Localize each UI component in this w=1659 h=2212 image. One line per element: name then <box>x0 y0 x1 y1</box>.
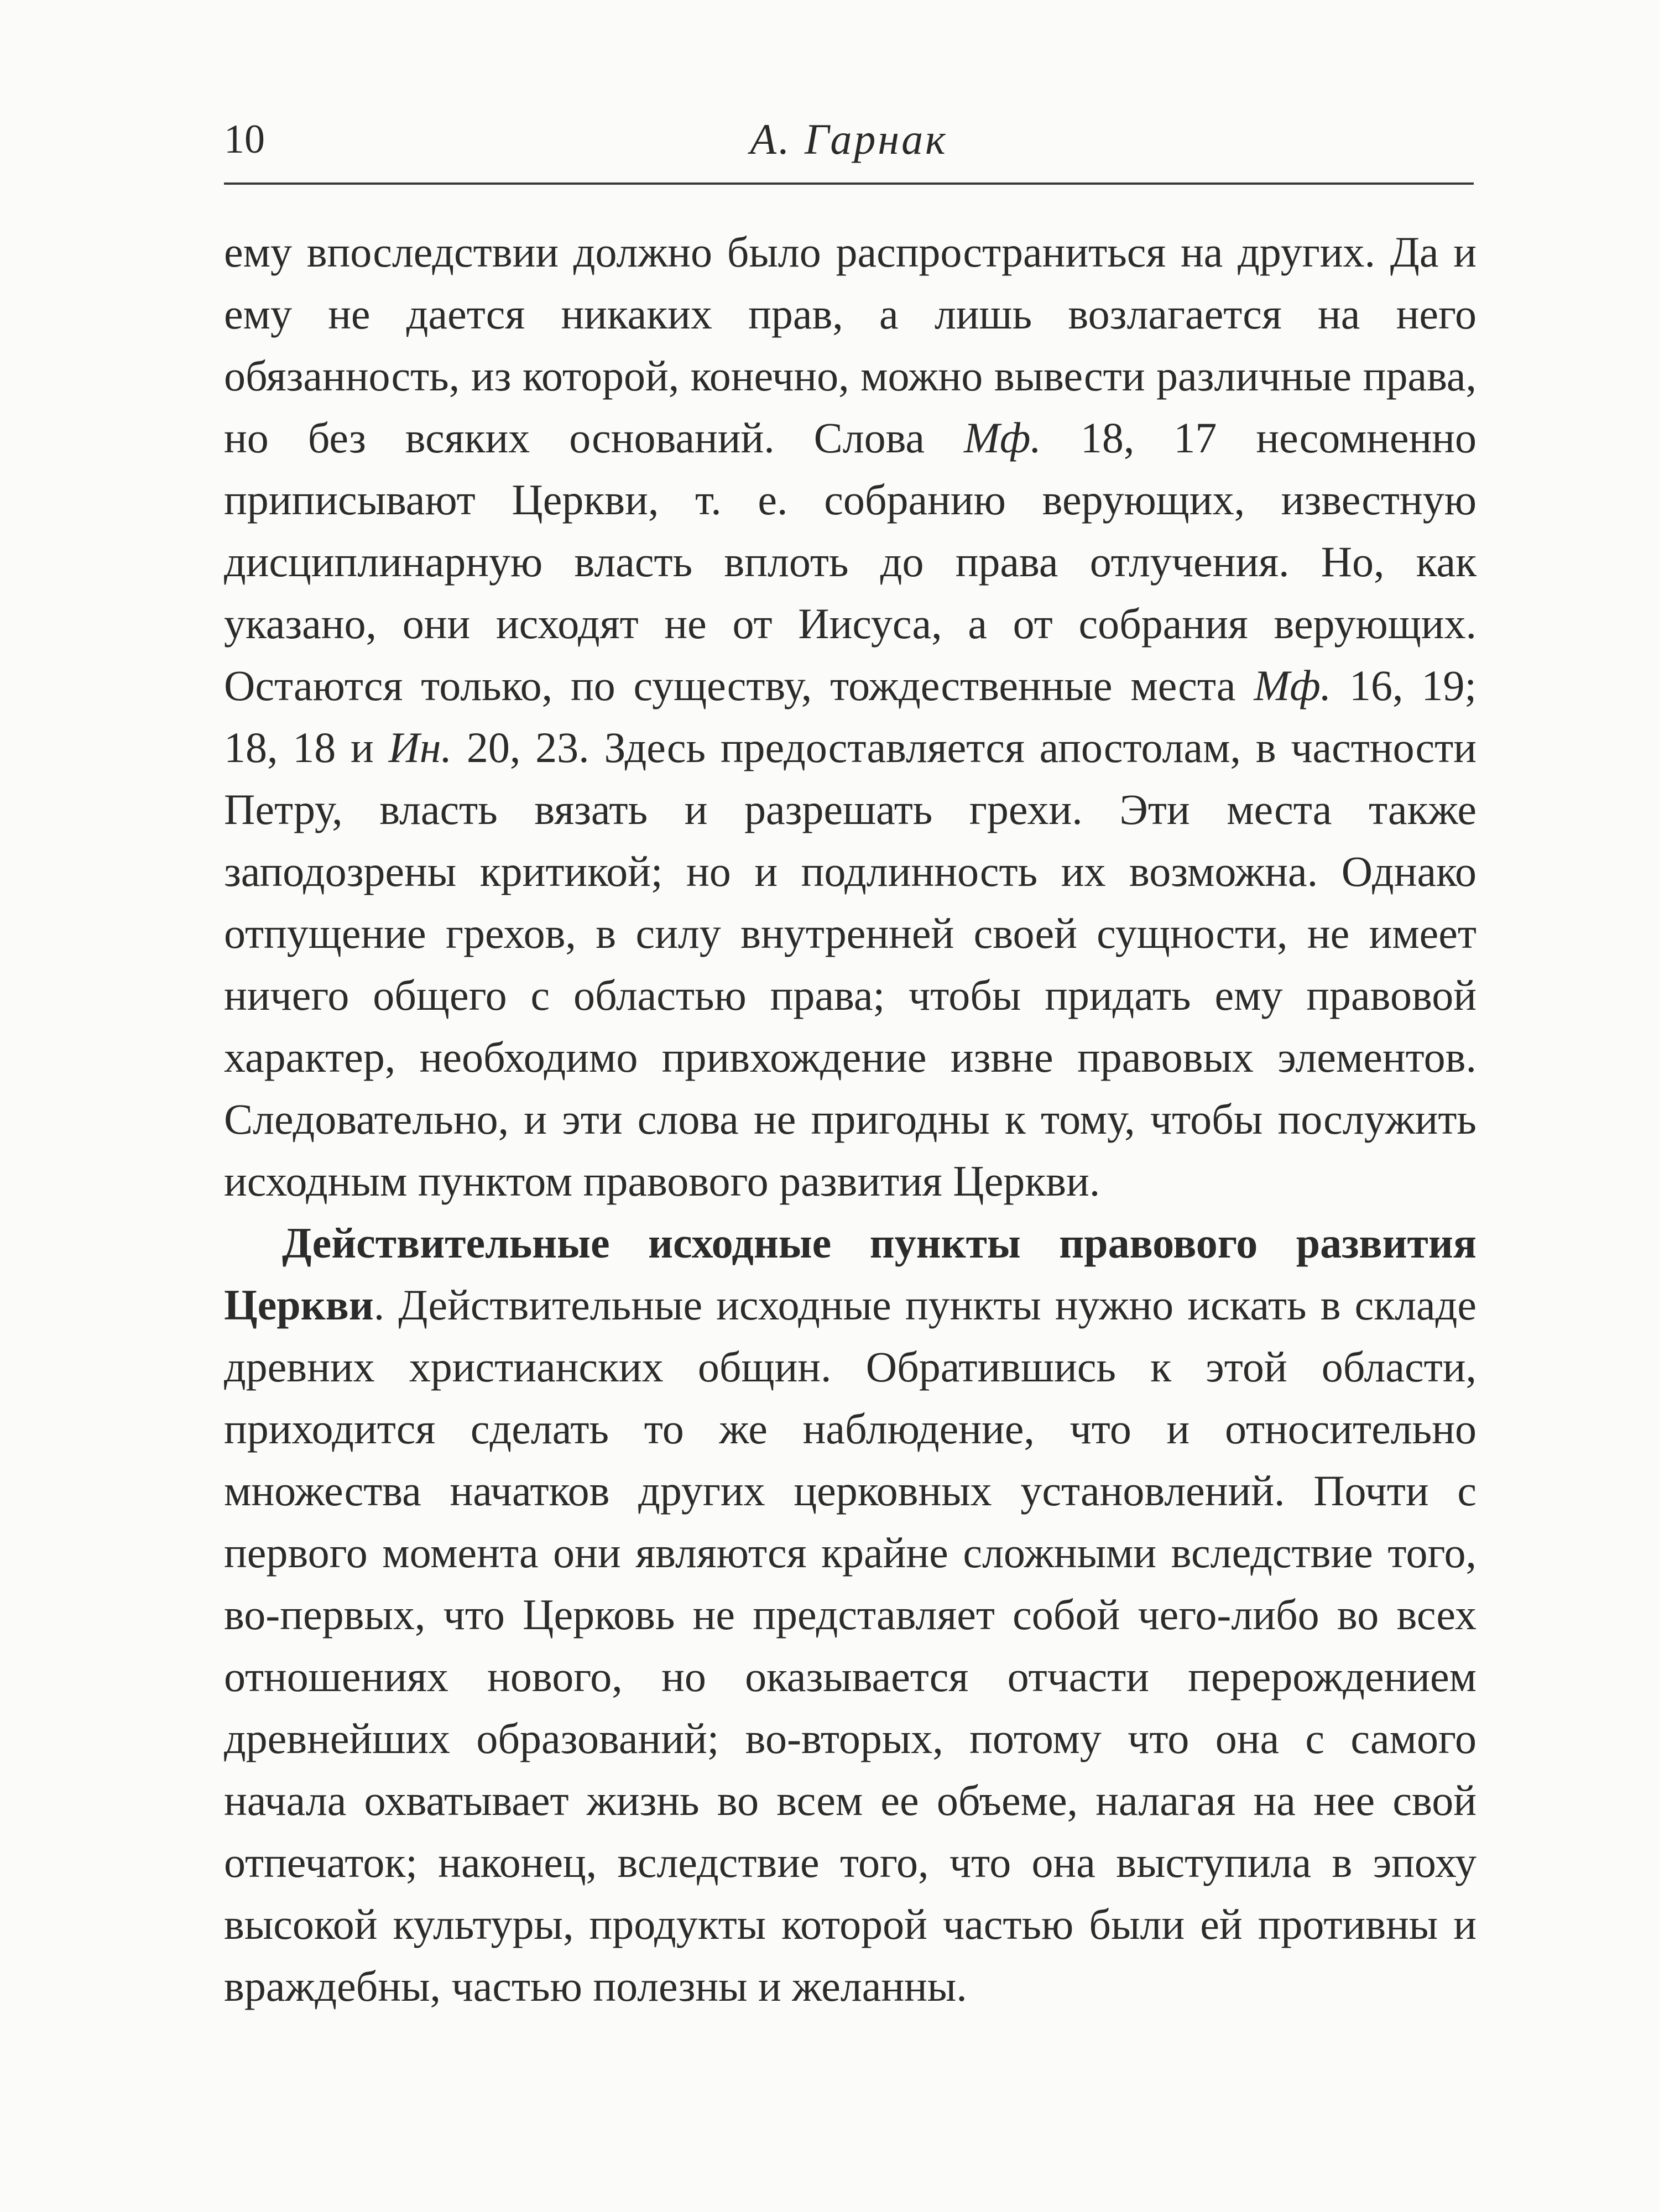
paragraph <box>224 1212 1477 2017</box>
header-rule <box>224 182 1474 185</box>
text-segment: ему впоследствии должно было распространиться на других. Да и ему не дается никаких прав, а лишь возлагается на него обязанность, из которой, конечно, можно вывести различные права, но без всяких оснований. Слова <box>224 228 1477 462</box>
page-number: 10 <box>224 117 265 162</box>
text-segment: . Действительные исходные пункты нужно искать в складе древних христианских общин. Обратившись к этой области, приходится сделать то же наблюдение, что и относительно множества начатков других церковных установлений. Почти с первого момента они являются крайне сложными вследствие того, во-первых, что Церковь не представляет собой чего-либо во всех отношениях нового, но оказывается отчасти перерождением древнейших образований; во-вторых, потому что она с самого начала охватывает жизнь во всем ее объеме, налагая на нее свой отпечаток; наконец, вследствие того, что она выступила в эпоху высокой культуры, продукты которой частью были ей противны и враждебны, частью полезны и желанны. <box>224 1281 1477 2010</box>
page-header <box>224 108 1474 185</box>
scripture-reference: Мф. <box>964 414 1041 462</box>
text-segment: 18, 17 несомненно приписывают Церкви, т. е. собранию верующих, известную дисциплинарную власть вплоть до права отлучения. Но, как указано, они исходят не от Иисуса, а от собрания верующих. Остаются только, по существу, тождественные места <box>224 414 1477 709</box>
running-title: А. Гарнак <box>750 115 948 163</box>
scripture-reference: Мф. <box>1254 661 1332 709</box>
body-text <box>224 221 1477 2017</box>
text-segment: 16, 19; 18, 18 и <box>224 661 1477 771</box>
paragraph <box>224 221 1477 1212</box>
scripture-reference: Ин. <box>388 723 452 771</box>
section-heading: Действительные исходные пункты правового развития Церкви <box>224 1219 1477 1329</box>
text-segment: 20, 23. Здесь предоставляется апостолам, в частности Петру, власть вязать и разрешать грехи. Эти места также заподозрены критикой; но и подлинность их возможна. Однако отпущение грехов, в силу внутренней своей сущности, не имеет ничего общего с областью права; чтобы придать ему правовой характер, необходимо привхождение извне правовых элементов. Следовательно, и эти слова не пригодны к тому, чтобы послужить исходным пунктом правового развития Церкви. <box>224 723 1477 1205</box>
